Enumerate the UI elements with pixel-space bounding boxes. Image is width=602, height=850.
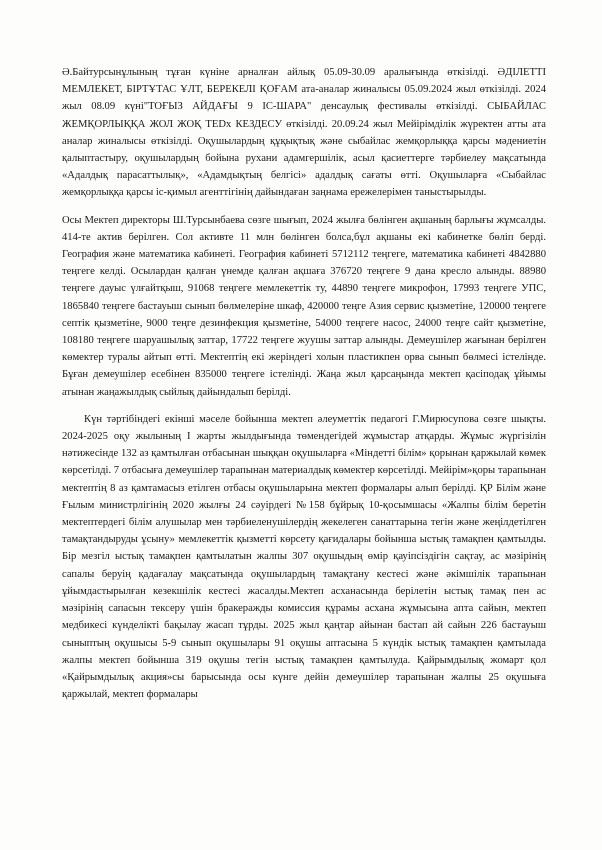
paragraph-events: Ә.Байтурсынұлының тұған күніне арналған айлық 05.09-30.09 аралығында өткізілді. ӘДІЛЕТТІ МЕМЛЕКЕТ, БІРТҰТАС ҰЛТ, БЕРЕКЕЛІ ҚОҒАМ ата-аналар жиналысы 05.09.2024 жыл өткізілді. 2024 жыл 08.09 күні"ТОҒЫЗ АЙДАҒЫ 9 ІС-ШАРА" денсаулық фестивалы өткізілді. СЫБАЙЛАС ЖЕМҚОРЛЫҚҚА ЖОЛ ЖОҚ TEDx КЕЗДЕСУ өткізілді. 20.09.24 жыл Мейірімділік жүректен атты ата аналар жиналысы өткізілді. Оқушылардың құқықтық және сыбайлас жемқорлыққа қарсы мәдениетін қалыптастыру, оқушылардың бойына рухани адамгершілік, асыл қасиеттерге тәрбиелеу мақсатында «Адалдық парасаттылық», «Адамдықтың белгісі» адалдық сағаты өтті. Оқушыларға «Сыбайлас жемқорлыққа қарсы іс-қимыл агенттігінің дайындаған заңнама ережелерімен таныстырылды. bbox=[62, 67, 546, 199]
paragraph-social-pedagogue: Күн тәртібіндегі екінші мәселе бойынша мектеп әлеуметтік педагогі Г.Мирюсупова сөзге шықты. 2024-2025 оқу жылының I жарты жылдығында төмендегідей жұмыстар атқарды. Жұмыс жүргізілін нәтижесінде 132 аз қамтылған отбасынан шыққан оқушыларға «Міндетті білім» қорынан қаржылай көмек көрсетілді. 7 отбасыға демеушілер тарапынан материалдық көмектер көрсетілді. Мейірім»қоры тарапынан мектептің 8 аз қамтамасыз етілген отбасы оқушыларына мектеп формалары алып берілді. ҚР Білім және Ғылым министрлігінің 2020 жылғы 24 сәуірдегі №158 бұйрық 10-қосымшасы «Жалпы білім беретін мектептердегі білім алушылар мен тәрбиеленушілердің жекелеген санаттарына тегін және жеңілдетілген тамақтандыруды ұсыну» мемлекеттік қызметті көрсету қағидалары бойынша ыстық тамақпен қамтылды. Бір мезгіл ыстық тамақпен қамтылатын жалпы 307 оқушыдың өмір қауіпсіздігін сақтау, ас мәзірінің сапалы беруің қадағалау мақсатында оқушылардың тамақтану кестесі және әкімшілік тарапынан ұйымдастырылған кезекшілік кестесі жасалды.Мектеп асханасында берілетін ыстық тамақ пен ас мәзірінің сапасын тексеру үшін бракеражды комиссия құрамы асхана жұмысына апта сайын, мектеп медбикесі күнделікті бақылау жасап тұрды. 2025 жыл қаңтар айынан бастап ай сайын 226 бастауыш сыныптың оқушысы 5-9 сынып оқушылары 91 оқушы аптасына 5 күндік ыстық тамақпен қамтылада жалпы мектеп бойынша 319 оқушы тегін ыстық тамақпен қамтылуда. Қайрымдылық жомарт қол «Қайрымдылық акция»сы барысында осы күнге дейін демеушілер тарапынан жалпы 25 оқушыға қаржылай, мектеп формалары bbox=[62, 413, 546, 701]
paragraph-director-report: Осы Мектеп директоры Ш.Турсынбаева сөзге шығып, 2024 жылға бөлінген ақшаның барлығы жұмсалды. 414-те актив берілген. Сол активте 11 млн бөлінген болса,бұл ақшаны екі кабинетке бөліп берді. География және математика кабинеті. География кабинеті 5712112 теңгеге, математика кабинеті 4842880 теңгеге келді. Осылардан қалған үнемде қалған ақшаға 376720 теңгеге 9 дана кресло алынды. 88980 теңгеге дауыс үлғайтқыш, 91068 теңгеге мемлекеттік ту, 44890 теңгеге микрофон, 17993 теңгеге УПС, 1865840 теңгеге бастауыш сынып бөлмелеріне шкаф, 420000 теңге Азия сервис қызметіне, 120000 теңгеге септік қызметіне, 9000 теңге дезинфекция қызметіне, 54000 теңгеге насос, 24000 теңге сайт қызметіне, 108180 теңгеге шаруашылық заттар, 17722 теңгеге жуушы заттар алынды. Демеушілер жағынан берілген көмектер туралы айтып өтті. Мектептің екі жеріндегі холын пластикпен орва сынып бөлмесі істелінде. Бұған демеушілер есебінен 835000 теңгеге істелінді. Жаңа жыл қарсаңында мектеп қасіподақ ұйымы атынан жаңажылдық сыйлық дайындалып берілді. bbox=[62, 214, 546, 398]
document-body bbox=[62, 64, 546, 703]
